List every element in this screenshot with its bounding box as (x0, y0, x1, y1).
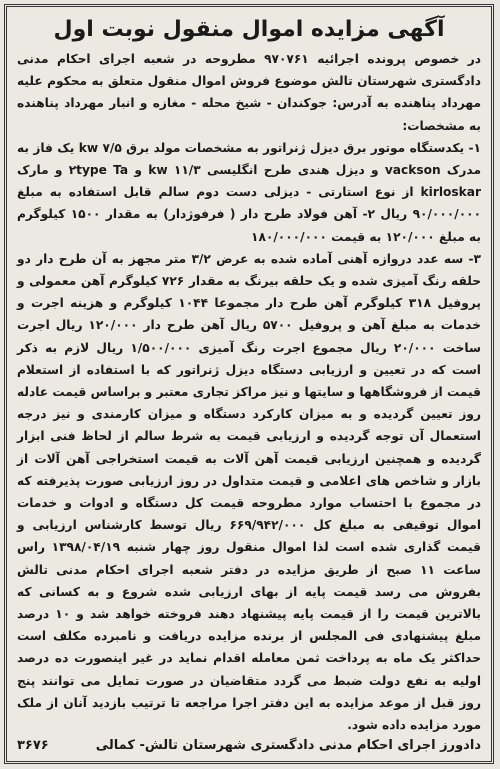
notice-body (17, 48, 481, 736)
notice-title: آگهی مزایده اموال منقول نوبت اول (53, 17, 445, 42)
notice-footer (17, 738, 481, 753)
notice-frame (4, 4, 494, 764)
reference-number: ۳۶۷۶ (17, 738, 49, 753)
notice-paragraph-items-1-2: ۱- یکدستگاه موتور برق دیزل ژنراتور به مشخصات مولد برق ۷/۵ kw یک فاز به مدرک vackson و دیزل هندی طرح انگلیسی ۱۱/۳ kw و ۲type Ta و مارک kirloskar از نوع استارتی - دیزلی دست دوم سالم قابل استفاده به مبلغ ۹۰/۰۰۰/۰۰۰ ریال ۲- آهن فولاد طرح دار ( فرفوژدار) به مقدار ۱۵۰۰ کیلوگرم به مبلغ ۱۲۰/۰۰۰ به قیمت ۱۸۰/۰۰۰/۰۰۰ (17, 140, 482, 244)
signature-line: دادورز اجرای احکام مدنی دادگستری شهرستان تالش- کمالی (95, 738, 481, 753)
notice-paragraph-intro: در خصوص پرونده اجرائیه ۹۷۰۷۶۱ مطروحه در شعبه اجرای احکام مدنی دادگستری شهرستان تالش موضوع فروش اموال منقول متعلق به محکوم علیه مهرداد پناهنده به آدرس: جوکندان - شیخ محله - مغازه و انبار مهرداد پناهنده به مشخصات: (17, 52, 481, 133)
notice-paragraph-item-3-terms: ۳- سه عدد دروازه آهنی آماده شده به عرض ۳/۲ متر مجهز به آن طرح دار دو حلقه رنگ آمیزی شده و یک حلقه بیرنگ به مقدار ۷۲۶ کیلوگرم آهن معمولی و پروفیل ۳۱۸ کیلوگرم آهن طرح دار مجموعا ۱۰۴۴ کیلوگرم و هزینه اجرت و خدمات به مبلغ آهن و پروفیل ۵۷۰۰ ریال آهن طرح دار ۱۲۰/۰۰۰ ریال اجرت ساخت ۲۰/۰۰۰ ریال مجموع اجرت رنگ آمیزی ۱/۵۰۰/۰۰۰ ریال لازم به ذکر است که در تعیین و ارزیابی دستگاه دیزل ژنراتور که با استفاده از استعلام قیمت از فروشگاهها و سایتها و نیز مراکز تجاری معتبر و براساس قیمت عادله روز تعیین گردیده و به میزان کارکرد دستگاه و میزان کارمندی و نیز درجه استعمال آن توجه گردیده و ارزیابی قیمت به شرط سالم از لحاظ فنی ابزار گردیده و همچنین ارزیابی قیمت آهن آلات به قیمت استخراجی آهن آلات از بازار و شاخص های اعلامی و قیمت متداول در روز ارزیابی صورت پذیرفته که در مجموع با احتساب موارد مطروحه قیمت کل دستگاه و ادوات و خدمات اموال توقیفی به مبلغ کل ۶۶۹/۹۴۲/۰۰۰ ریال توسط کارشناس ارزیابی و قیمت گذاری شده است لذا اموال منقول روز چهار شنبه ۱۳۹۸/۰۴/۱۹ راس ساعت ۱۱ صبح از طریق مزایده در دفتر شعبه اجرای احکام مدنی تالش بفروش می رسد قیمت پایه از بهای ارزیابی شده شروع و به کسانی که بالاترین قیمت را از قیمت پایه پیشنهاد دهند فروخته خواهد شد و ۱۰ درصد مبلغ پیشنهادی فی المجلس از برنده مزایده دریافت و نامبرده مکلف است حداکثر یک ماه به پرداخت ثمن معامله اقدام نماید در غیر اینصورت ده درصد اولیه به نفع دولت ضبط می گردد متقاضیان در صورت تمایل می توانند پنج روز قبل از موعد مزایده به این دفتر اجرا مراجعه تا ترتیب بازدید آنان از ملک مورد مزایده داده شود. (17, 251, 481, 733)
